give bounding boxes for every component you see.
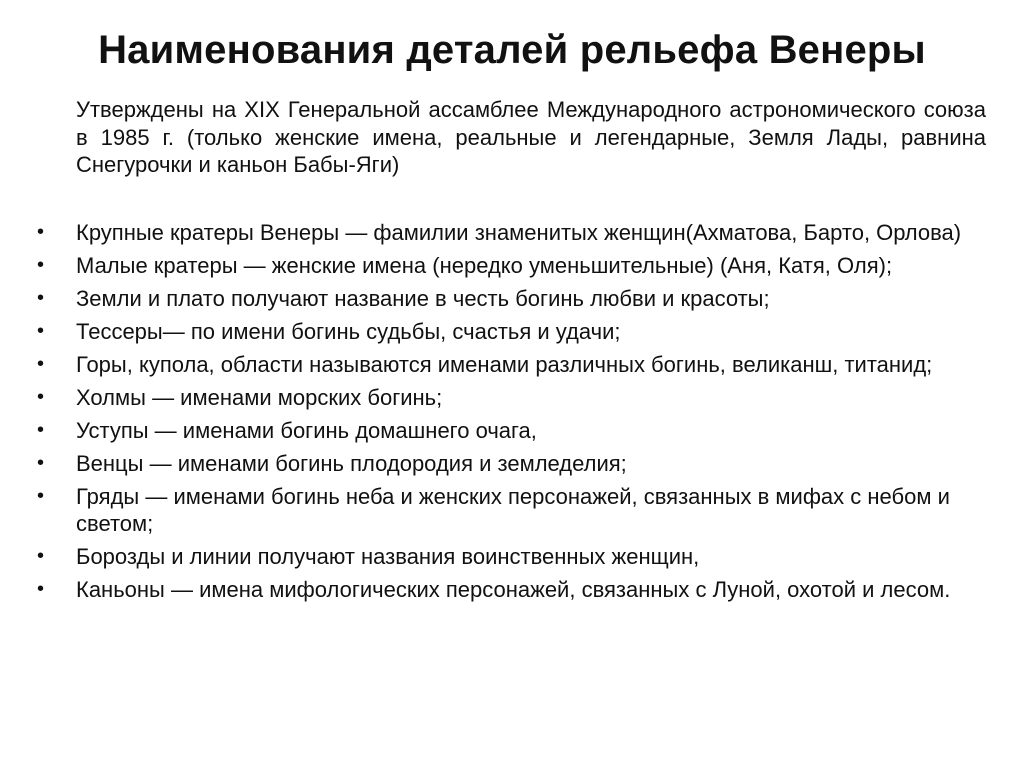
list-item-text: Малые кратеры — женские имена (нередко уменьшительные) (Аня, Катя, Оля); xyxy=(76,253,893,278)
bullet-icon: • xyxy=(37,452,45,474)
bullet-icon: • xyxy=(37,320,45,342)
list-item xyxy=(0,219,1024,246)
bullet-list xyxy=(0,219,1024,609)
list-item-text: Крупные кратеры Венеры — фамилии знаменитых женщин(Ахматова, Барто, Орлова) xyxy=(76,220,962,245)
bullet-icon: • xyxy=(37,254,45,276)
list-item-text: Горы, купола, области называются именами различных богинь, великанш, титанид; xyxy=(76,352,933,377)
list-item xyxy=(0,384,1024,411)
list-item xyxy=(0,318,1024,345)
list-item-text: Земли и плато получают название в честь богинь любви и красоты; xyxy=(76,286,770,311)
list-item-text: Борозды и линии получают названия воинственных женщин, xyxy=(76,544,700,569)
list-item xyxy=(0,450,1024,477)
bullet-icon: • xyxy=(37,419,45,441)
list-item-text: Гряды — именами богинь неба и женских персонажей, связанных в мифах с небом и светом; xyxy=(76,484,950,536)
list-item xyxy=(0,252,1024,279)
bullet-icon: • xyxy=(37,353,45,375)
list-item xyxy=(0,351,1024,378)
list-item xyxy=(0,285,1024,312)
slide-title: Наименования деталей рельефа Венеры xyxy=(98,28,926,72)
list-item-text: Холмы — именами морских богинь; xyxy=(76,385,443,410)
list-item xyxy=(0,417,1024,444)
list-item-text: Тессеры— по имени богинь судьбы, счастья и удачи; xyxy=(76,319,621,344)
bullet-icon: • xyxy=(37,545,45,567)
bullet-icon: • xyxy=(37,578,45,600)
list-item xyxy=(0,576,1024,603)
list-item-text: Каньоны — имена мифологических персонажей, связанных с Луной, охотой и лесом. xyxy=(76,577,951,602)
intro-paragraph: Утверждены на XIX Генеральной ассамблее Международного астрономического союза в 1985 г. (только женские имена, реальные и легендарные, Земля Лады, равнина Снегурочки и каньон Бабы-Яги) xyxy=(76,97,986,177)
list-item xyxy=(0,483,1024,537)
list-item-text: Уступы — именами богинь домашнего очага, xyxy=(76,418,537,443)
bullet-icon: • xyxy=(37,386,45,408)
bullet-icon: • xyxy=(37,221,45,243)
list-item xyxy=(0,543,1024,570)
list-item-text: Венцы — именами богинь плодородия и земледелия; xyxy=(76,451,627,476)
bullet-icon: • xyxy=(37,287,45,309)
bullet-icon: • xyxy=(37,485,45,507)
